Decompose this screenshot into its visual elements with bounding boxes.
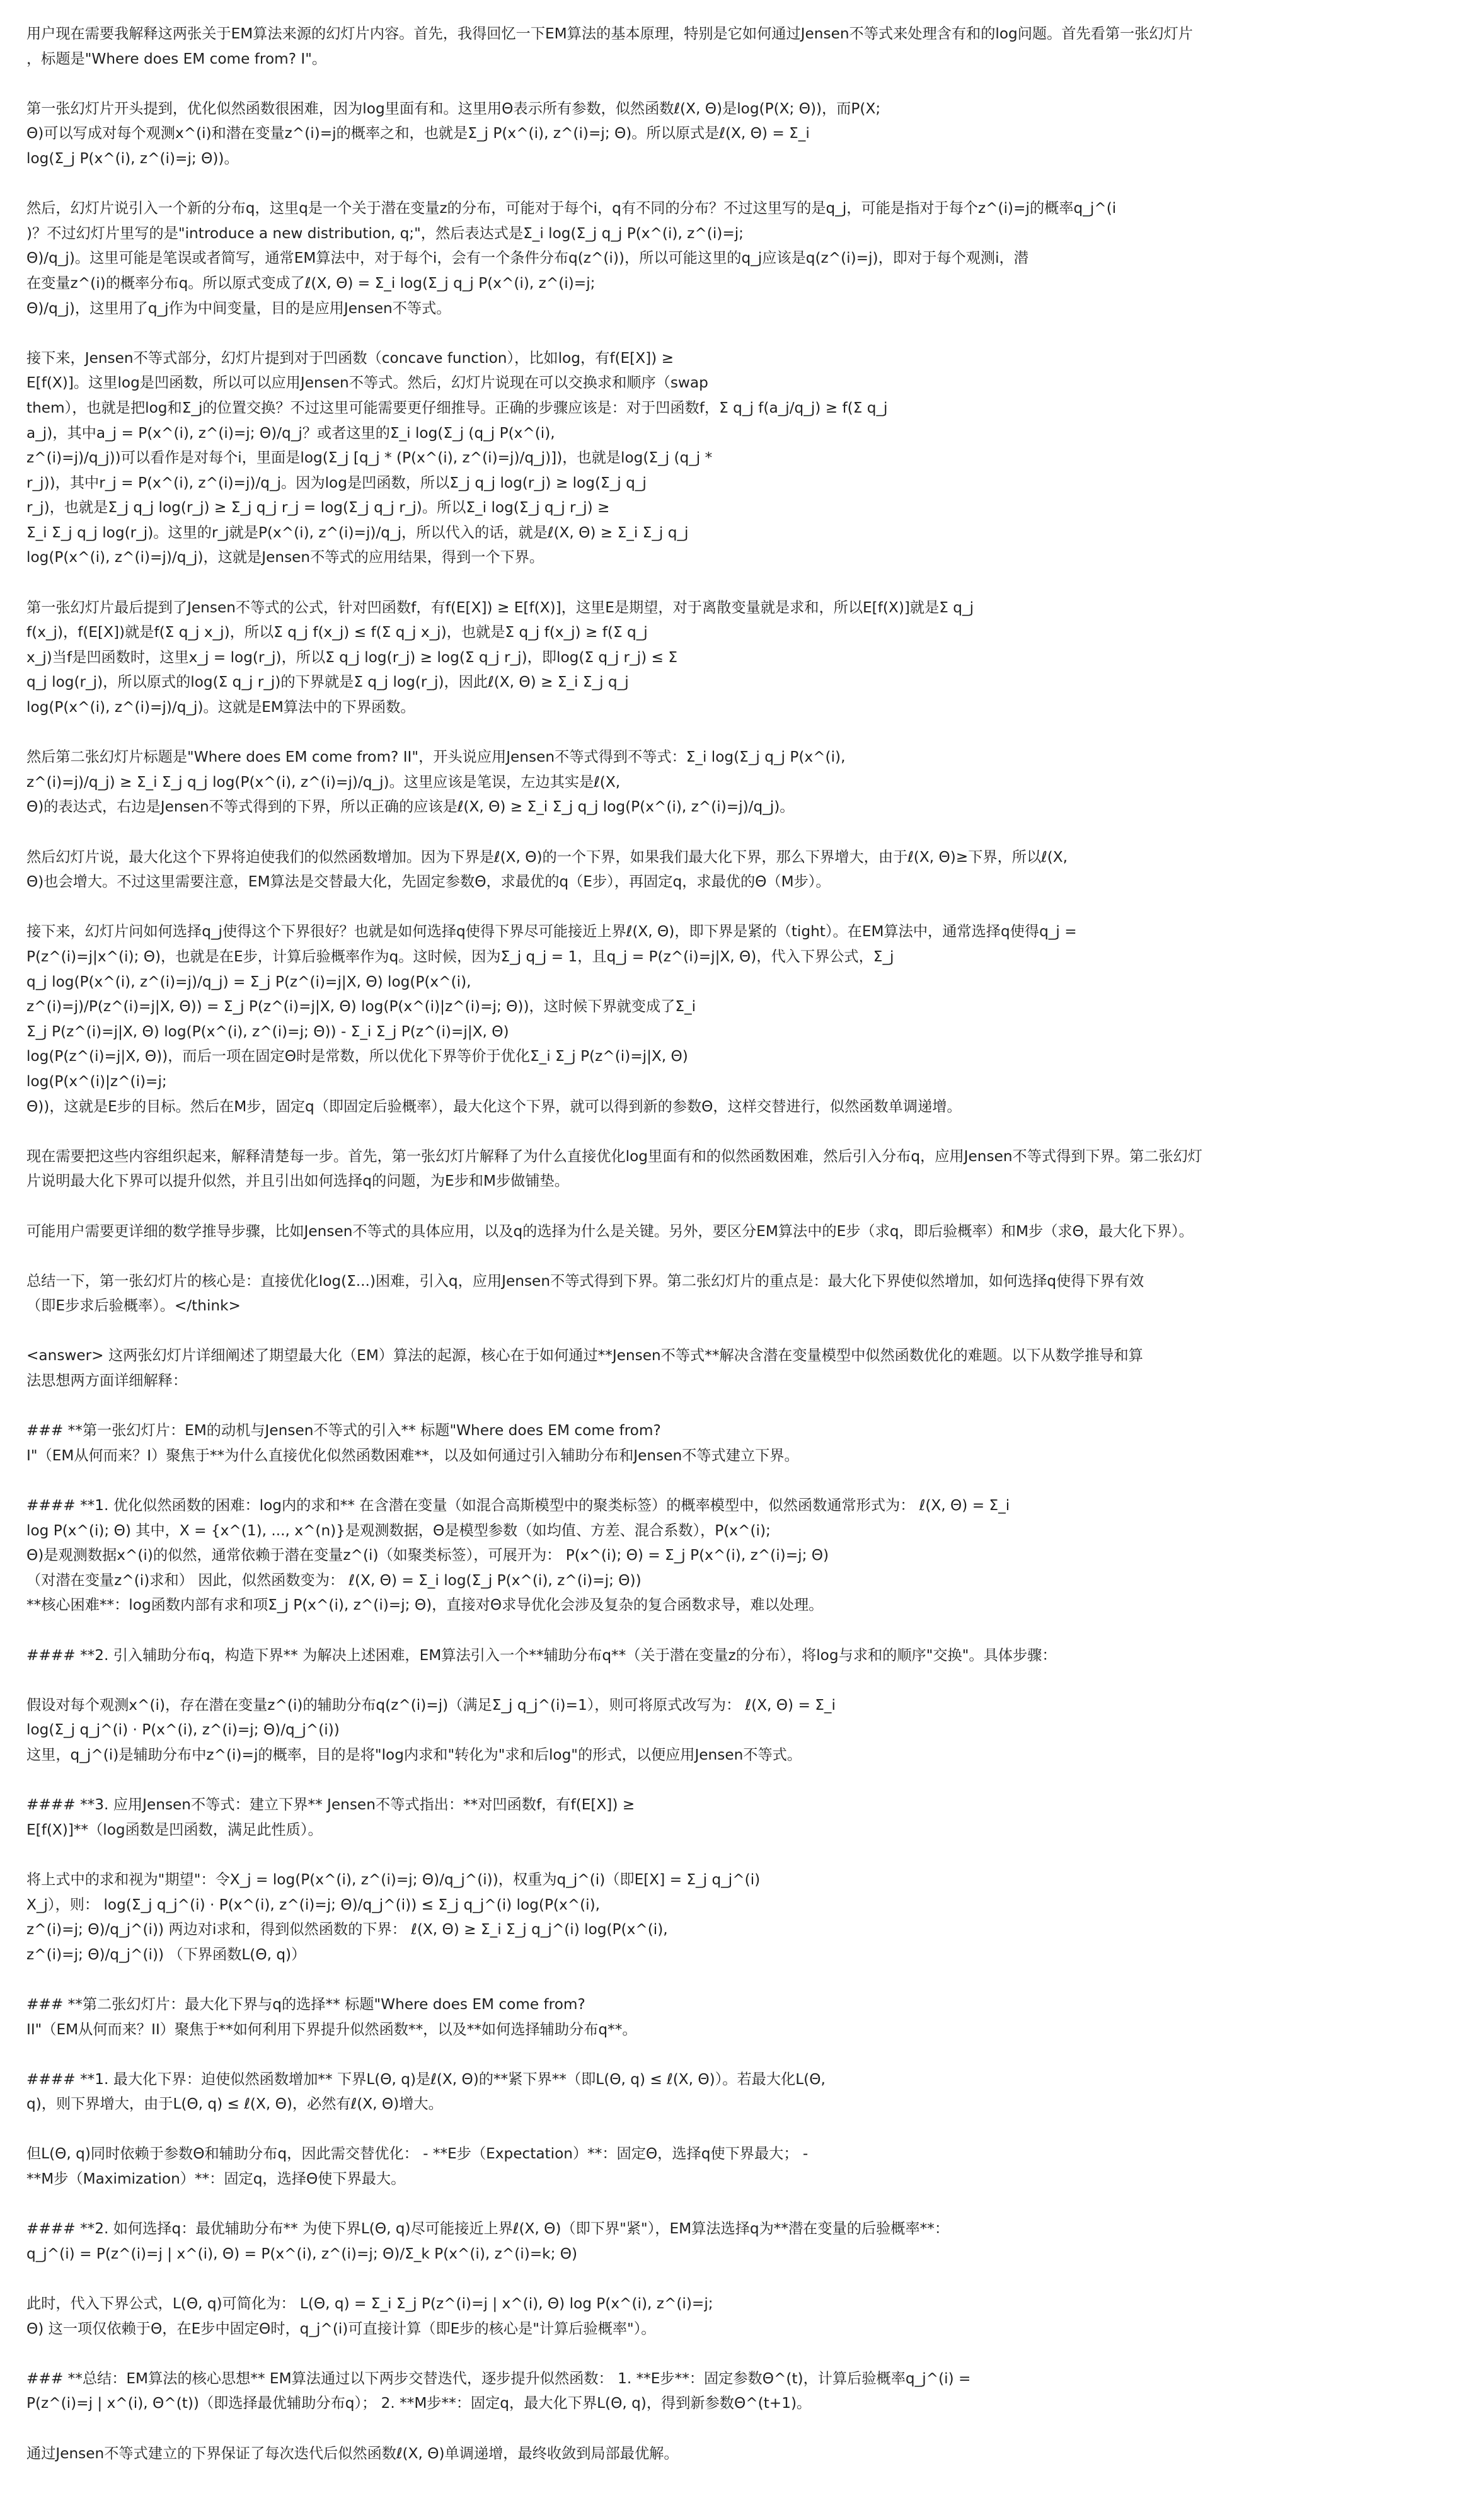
response-document bbox=[26, 21, 1448, 2491]
subsection-heading: #### **2. 如何选择q：最优辅助分布** 为使下界L(Θ, q)尽可能接近上界ℓ(X, Θ)（即下界"紧"），EM算法选择q为**潜在变量的后验概率**： q_j^(i) = P(z^(i)=j | x^(i), Θ) = P(x^(i), z^(i)=j; Θ)/Σ_k P(x^(i), z^(i)=k; Θ) bbox=[26, 2220, 950, 2262]
paragraph: 总结一下，第一张幻灯片的核心是：直接优化log(Σ...)困难，引入q，应用Jensen不等式得到下界。第二张幻灯片的重点是：最大化下界使似然增加，如何选择q使得下界有效 （即E步求后验概率）。</think> bbox=[26, 1272, 1144, 1315]
paragraph: 然后幻灯片说，最大化这个下界将迫使我们的似然函数增加。因为下界是ℓ(X, Θ)的一个下界，如果我们最大化下界，那么下界增大，由于ℓ(X, Θ)≥下界，所以ℓ(X, Θ)也会增大。不过这里需要注意，EM算法是交替最大化，先固定参数Θ，求最优的q（E步），再固定q，求最优的Θ（M步）。 bbox=[26, 848, 1068, 891]
paragraph: 接下来，Jensen不等式部分，幻灯片提到对于凹函数（concave function），比如log，有f(E[X]) ≥ E[f(X)]。这里log是凹函数，所以可以应用Jensen不等式。然后，幻灯片说现在可以交换求和顺序（swap them），也就是把log和Σ_j的位置交换？不过这里可能需要更仔细推导。正确的步骤应该是：对于凹函数f，Σ q_j f(a_j/q_j) ≥ f(Σ q_j a_j)，其中a_j = P(x^(i), z^(i)=j; Θ)/q_j？或者这里的Σ_i log(Σ_j (q_j P(x^(i), z^(i)=j)/q_j))可以看作是对每个i，里面是log(Σ_j [q_j * (P(x^(i), z^(i)=j)/q_j)])，也就是log(Σ_j (q_j * r_j))，其中r_j = P(x^(i), z^(i)=j)/q_j。因为log是凹函数，所以Σ_j q_j log(r_j) ≥ log(Σ_j q_j r_j)，也就是Σ_j q_j log(r_j) ≥ Σ_j q_j r_j = log(Σ_j q_j r_j)。所以Σ_i log(Σ_j q_j r_j) ≥ Σ_i Σ_j q_j log(r_j)。这里的r_j就是P(x^(i), z^(i)=j)/q_j，所以代入的话，就是ℓ(X, Θ) ≥ Σ_i Σ_j q_j log(P(x^(i), z^(i)=j)/q_j)，这就是Jensen不等式的应用结果，得到一个下界。 bbox=[26, 349, 888, 566]
paragraph: 用户现在需要我解释这两张关于EM算法来源的幻灯片内容。首先，我得回忆一下EM算法的基本原理，特别是它如何通过Jensen不等式来处理含有和的log问题。首先看第一张幻灯片 ，标题是"Where does EM come from? I"。 bbox=[26, 25, 1193, 67]
paragraph: 现在需要把这些内容组织起来，解释清楚每一步。首先，第一张幻灯片解释了为什么直接优化log里面有和的似然函数困难，然后引入分布q，应用Jensen不等式得到下界。第二张幻灯 片说明最大化下界可以提升似然，并且引出如何选择q的问题，为E步和M步做铺垫。 bbox=[26, 1147, 1202, 1190]
paragraph: 通过Jensen不等式建立的下界保证了每次迭代后似然函数ℓ(X, Θ)单调递增，最终收敛到局部最优解。 bbox=[26, 2444, 679, 2462]
paragraph: 第一张幻灯片最后提到了Jensen不等式的公式，针对凹函数f，有f(E[X]) ≥ E[f(X)]，这里E是期望，对于离散变量就是求和，所以E[f(X)]就是Σ q_j f(x_j)，f(E[X])就是f(Σ q_j x_j)，所以Σ q_j f(x_j) ≤ f(Σ q_j x_j)，也就是Σ q_j f(x_j) ≥ f(Σ q_j x_j)当f是凹函数时，这里x_j = log(r_j)，所以Σ q_j log(r_j) ≥ log(Σ q_j r_j)，即log(Σ q_j r_j) ≤ Σ q_j log(r_j)，所以原式的log(Σ q_j r_j)的下界就是Σ q_j log(r_j)，因此ℓ(X, Θ) ≥ Σ_i Σ_j q_j log(P(x^(i), z^(i)=j)/q_j)。这就是EM算法中的下界函数。 bbox=[26, 598, 974, 716]
subsection-heading: #### **1. 优化似然函数的困难：log内的求和** 在含潜在变量（如混合高斯模型中的聚类标签）的概率模型中，似然函数通常形式为： ℓ(X, Θ) = Σ_i log P(x^(i); Θ) 其中，X = {x^(1), ..., x^(n)}是观测数据，Θ是模型参数（如均值、方差、混合系数），P(x^(i); Θ)是观测数据x^(i)的似然，通常依赖于潜在变量z^(i)（如聚类标签），可展开为： P(x^(i); Θ) = Σ_j P(x^(i), z^(i)=j; Θ) （对潜在变量z^(i)求和） 因此，似然函数变为： ℓ(X, Θ) = Σ_i log(Σ_j P(x^(i), z^(i)=j; Θ)) **核心困难**：log函数内部有求和项Σ_j P(x^(i), z^(i)=j; Θ)，直接对Θ求导优化会涉及复杂的复合函数求导，难以处理。 bbox=[26, 1497, 1010, 1614]
subsection-heading: #### **2. 引入辅助分布q，构造下界** 为解决上述困难，EM算法引入一个**辅助分布q**（关于潜在变量z的分布），将log与求和的顺序"交换"。具体步骤： bbox=[26, 1646, 1057, 1664]
paragraph: 接下来，幻灯片问如何选择q_j使得这个下界很好？也就是如何选择q使得下界尽可能接近上界ℓ(X, Θ)，即下界是紧的（tight）。在EM算法中，通常选择q使得q_j = P(z^(i)=j|x^(i); Θ)，也就是在E步，计算后验概率作为q。这时候，因为Σ_j q_j = 1，且q_j = P(z^(i)=j|X, Θ)，代入下界公式，Σ_j q_j log(P(x^(i), z^(i)=j)/q_j) = Σ_j P(z^(i)=j|X, Θ) log(P(x^(i), z^(i)=j)/P(z^(i)=j|X, Θ)) = Σ_j P(z^(i)=j|X, Θ) log(P(x^(i)|z^(i)=j; Θ))，这时候下界就变成了Σ_i Σ_j P(z^(i)=j|X, Θ) log(P(x^(i), z^(i)=j; Θ)) - Σ_i Σ_j P(z^(i)=j|X, Θ) log(P(z^(i)=j|X, Θ))，而后一项在固定Θ时是常数，所以优化下界等价于优化Σ_i Σ_j P(z^(i)=j|X, Θ) log(P(x^(i)|z^(i)=j; Θ))，这就是E步的目标。然后在M步，固定q（即固定后验概率），最大化这个下界，就可以得到新的参数Θ，这样交替进行，似然函数单调递增。 bbox=[26, 923, 1077, 1115]
paragraph: 假设对每个观测x^(i)，存在潜在变量z^(i)的辅助分布q(z^(i)=j)（满足Σ_j q_j^(i)=1），则可将原式改写为： ℓ(X, Θ) = Σ_i log(Σ_j q_j^(i) · P(x^(i), z^(i)=j; Θ)/q_j^(i)) 这里，q_j^(i)是辅助分布中z^(i)=j的概率，目的是将"log内求和"转化为"求和后log"的形式，以便应用Jensen不等式。 bbox=[26, 1696, 836, 1763]
paragraph: 但L(Θ, q)同时依赖于参数Θ和辅助分布q，因此需交替优化： - **E步（Expectation）**：固定Θ，选择q使下界最大； - **M步（Maximization）**：固定q，选择Θ使下界最大。 bbox=[26, 2145, 809, 2188]
subsection-heading: #### **1. 最大化下界：迫使似然函数增加** 下界L(Θ, q)是ℓ(X, Θ)的**紧下界**（即L(Θ, q) ≤ ℓ(X, Θ)）。若最大化L(Θ, q)，则下界增大，由于L(Θ, q) ≤ ℓ(X, Θ)，必然有ℓ(X, Θ)增大。 bbox=[26, 2070, 826, 2113]
paragraph: 然后，幻灯片说引入一个新的分布q，这里q是一个关于潜在变量z的分布，可能对于每个i，q有不同的分布？不过这里写的是q_j，可能是指对于每个z^(i)=j的概率q_j^(i )？不过幻灯片里写的是"introduce a new distribution, q;"，然后表达式是Σ_i log(Σ_j q_j P(x^(i), z^(i)=j; Θ)/q_j)。这里可能是笔误或者简写，通常EM算法中，对于每个i，会有一个条件分布q(z^(i))，所以可能这里的q_j应该是q(z^(i)=j)，即对于每个观测i，潜 在变量z^(i)的概率分布q。所以原式变成了ℓ(X, Θ) = Σ_i log(Σ_j q_j P(x^(i), z^(i)=j; Θ)/q_j)，这里用了q_j作为中间变量，目的是应用Jensen不等式。 bbox=[26, 200, 1117, 317]
paragraph: 将上式中的求和视为"期望"：令X_j = log(P(x^(i), z^(i)=j; Θ)/q_j^(i))，权重为q_j^(i)（即E[X] = Σ_j q_j^(i) X_j），则： log(Σ_j q_j^(i) · P(x^(i), z^(i)=j; Θ)/q_j^(i)) ≤ Σ_j q_j^(i) log(P(x^(i), z^(i)=j; Θ)/q_j^(i)) 两边对i求和，得到似然函数的下界： ℓ(X, Θ) ≥ Σ_i Σ_j q_j^(i) log(P(x^(i), z^(i)=j; Θ)/q_j^(i)) （下界函数L(Θ, q)） bbox=[26, 1870, 761, 1963]
paragraph: 然后第二张幻灯片标题是"Where does EM come from? II"，开头说应用Jensen不等式得到不等式：Σ_i log(Σ_j q_j P(x^(i), z^(i)=j)/q_j) ≥ Σ_i Σ_j q_j log(P(x^(i), z^(i)=j)/q_j)。这里应该是笔误，左边其实是ℓ(X, Θ)的表达式，右边是Jensen不等式得到的下界，所以正确的应该是ℓ(X, Θ) ≥ Σ_i Σ_j q_j log(P(x^(i), z^(i)=j)/q_j)。 bbox=[26, 748, 846, 816]
section-heading: ### **第二张幻灯片：最大化下界与q的选择** 标题"Where does EM come from? II"（EM从何而来？II）聚焦于**如何利用下界提升似然函数**，以及**如何选择辅助分布q**。 bbox=[26, 1995, 637, 2038]
paragraph: 可能用户需要更详细的数学推导步骤，比如Jensen不等式的具体应用，以及q的选择为什么是关键。另外，要区分EM算法中的E步（求q，即后验概率）和M步（求Θ，最大化下界）。 bbox=[26, 1222, 1194, 1240]
section-heading: ### **第一张幻灯片：EM的动机与Jensen不等式的引入** 标题"Where does EM come from? I"（EM从何而来？I）聚焦于**为什么直接优化似然函数困难**，以及如何通过引入辅助分布和Jensen不等式建立下界。 bbox=[26, 1422, 799, 1464]
answer-intro: <answer> 这两张幻灯片详细阐述了期望最大化（EM）算法的起源，核心在于如何通过**Jensen不等式**解决含潜在变量模型中似然函数优化的难题。以下从数学推导和算 法思想两方面详细解释： bbox=[26, 1347, 1143, 1390]
section-heading: ### **总结：EM算法的核心思想** EM算法通过以下两步交替迭代，逐步提升似然函数： 1. **E步**：固定参数Θ^(t)，计算后验概率q_j^(i) = P(z^(i)=j | x^(i), Θ^(t))（即选择最优辅助分布q）； 2. **M步**：固定q，最大化下界L(Θ, q)，得到新参数Θ^(t+1)。 bbox=[26, 2369, 971, 2412]
paragraph: 第一张幻灯片开头提到，优化似然函数很困难，因为log里面有和。这里用Θ表示所有参数，似然函数ℓ(X, Θ)是log(P(X; Θ))，而P(X; Θ)可以写成对每个观测x^(i)和潜在变量z^(i)=j的概率之和，也就是Σ_j P(x^(i), z^(i)=j; Θ)。所以原式是ℓ(X, Θ) = Σ_i log(Σ_j P(x^(i), z^(i)=j; Θ))。 bbox=[26, 100, 881, 167]
subsection-heading: #### **3. 应用Jensen不等式：建立下界** Jensen不等式指出：**对凹函数f，有f(E[X]) ≥ E[f(X)]**（log函数是凹函数，满足此性质）。 bbox=[26, 1796, 635, 1838]
paragraph: 此时，代入下界公式，L(Θ, q)可简化为： L(Θ, q) = Σ_i Σ_j P(z^(i)=j | x^(i), Θ) log P(x^(i), z^(i)=j; Θ) 这一项仅依赖于Θ，在E步中固定Θ时，q_j^(i)可直接计算（即E步的核心是"计算后验概率"）。 bbox=[26, 2295, 713, 2337]
